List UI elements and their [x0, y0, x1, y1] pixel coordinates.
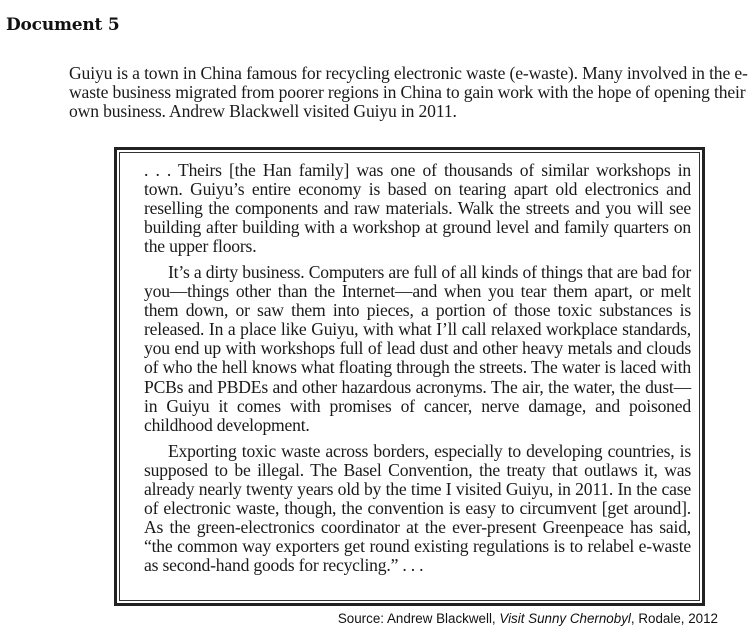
excerpt-paragraph-2: It’s a dirty business. Computers are full of all kinds of things that are bad for you—things other than the Internet—and when you tear them apart, or melt them down, or saw them into pieces, a portion of those toxic substances is released. In a place like Guiyu, with what I’ll call relaxed workplace standards, you end up with workshops full of lead dust and other heavy metals and clouds of who the hell knows what floating through the streets. The water is laced with PCBs and PBDEs and other hazardous acronyms. The air, the water, the dust—in Guiyu it comes with promises of cancer, nerve damage, and poisoned childhood development.: [144, 262, 691, 435]
excerpt-paragraph-3: Exporting toxic waste across borders, especially to developing countries, is supposed to be illegal. The Basel Convention, the treaty that outlaws it, was already nearly twenty years old by the time I visited Guiyu, in 2011. In the case of electronic waste, though, the convention is easy to circumvent [get around]. As the green-electronics coordinator at the ever-present Greenpeace has said, “the common way exporters get round existing regulations is to relabel e-waste as second-hand goods for recycling.” . . .: [144, 440, 691, 575]
document-title: Document 5: [6, 15, 120, 35]
excerpt-box: [114, 147, 705, 606]
excerpt-paragraph-1: . . . Theirs [the Han family] was one of thousands of similar workshops in town. Guiyu’s entire economy is based on tearing apart old electronics and reselling the components and raw materials. Walk the streets and you will see building after building with a workshop at ground level and family quarters on the upper floors.: [144, 160, 691, 257]
excerpt-inner-border: [119, 152, 700, 601]
source-citation: [338, 611, 718, 626]
excerpt-text: [144, 161, 691, 582]
source-prefix: Source: Andrew Blackwell,: [337, 611, 500, 626]
source-suffix: , Rodale, 2012: [630, 611, 718, 626]
source-work-title: Visit Sunny Chernobyl: [499, 611, 631, 626]
intro-paragraph: Guiyu is a town in China famous for recycling electronic waste (e-waste). Many involved in the e-waste business migrated from poorer regions in China to gain work with the hope of opening their own business. Andrew Blackwell visited Guiyu in 2011.: [69, 63, 748, 121]
